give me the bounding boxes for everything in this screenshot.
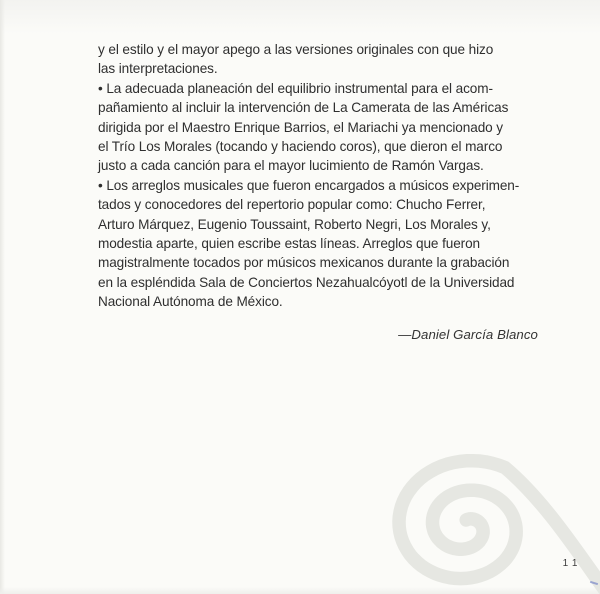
author-signature: —Daniel García Blanco [398,327,538,343]
body-line: modestia aparte, quien escribe estas líneas. Arreglos que fueron [98,235,481,251]
body-line: Nacional Autónoma de México. [98,294,283,310]
body-line: magistralmente tocados por músicos mexicanos durante la grabación [98,255,510,271]
body-line: pañamiento al incluir la intervención de La Camerata de las Américas [98,100,509,116]
body-line: justo a cada canción para el mayor lucimiento de Ramón Vargas. [98,158,484,174]
spiral-path [399,461,600,594]
body-line: y el estilo y el mayor apego a las versiones originales con que hizo [98,42,494,57]
body-line: • La adecuada planeación del equilibrio instrumental para el acom- [98,80,493,96]
body-line: dirigida por el Maestro Enrique Barrios, el Mariachi ya mencionado y [98,119,503,135]
body-line: las interpretaciones. [98,61,218,77]
body-line: el Trío Los Morales (tocando y haciendo coros), que dieron el marco [98,138,503,154]
body-line: • Los arreglos musicales que fueron encargados a músicos experimen- [98,177,520,193]
page-number: 11 [562,558,582,569]
body-line: en la espléndida Sala de Conciertos Nezahualcóyotl de la Universidad [98,274,515,290]
body-line: tados y conocedores del repertorio popular como: Chucho Ferrer, [98,197,486,213]
body-line: Arturo Márquez, Eugenio Toussaint, Roberto Negri, Los Morales y, [98,216,491,232]
